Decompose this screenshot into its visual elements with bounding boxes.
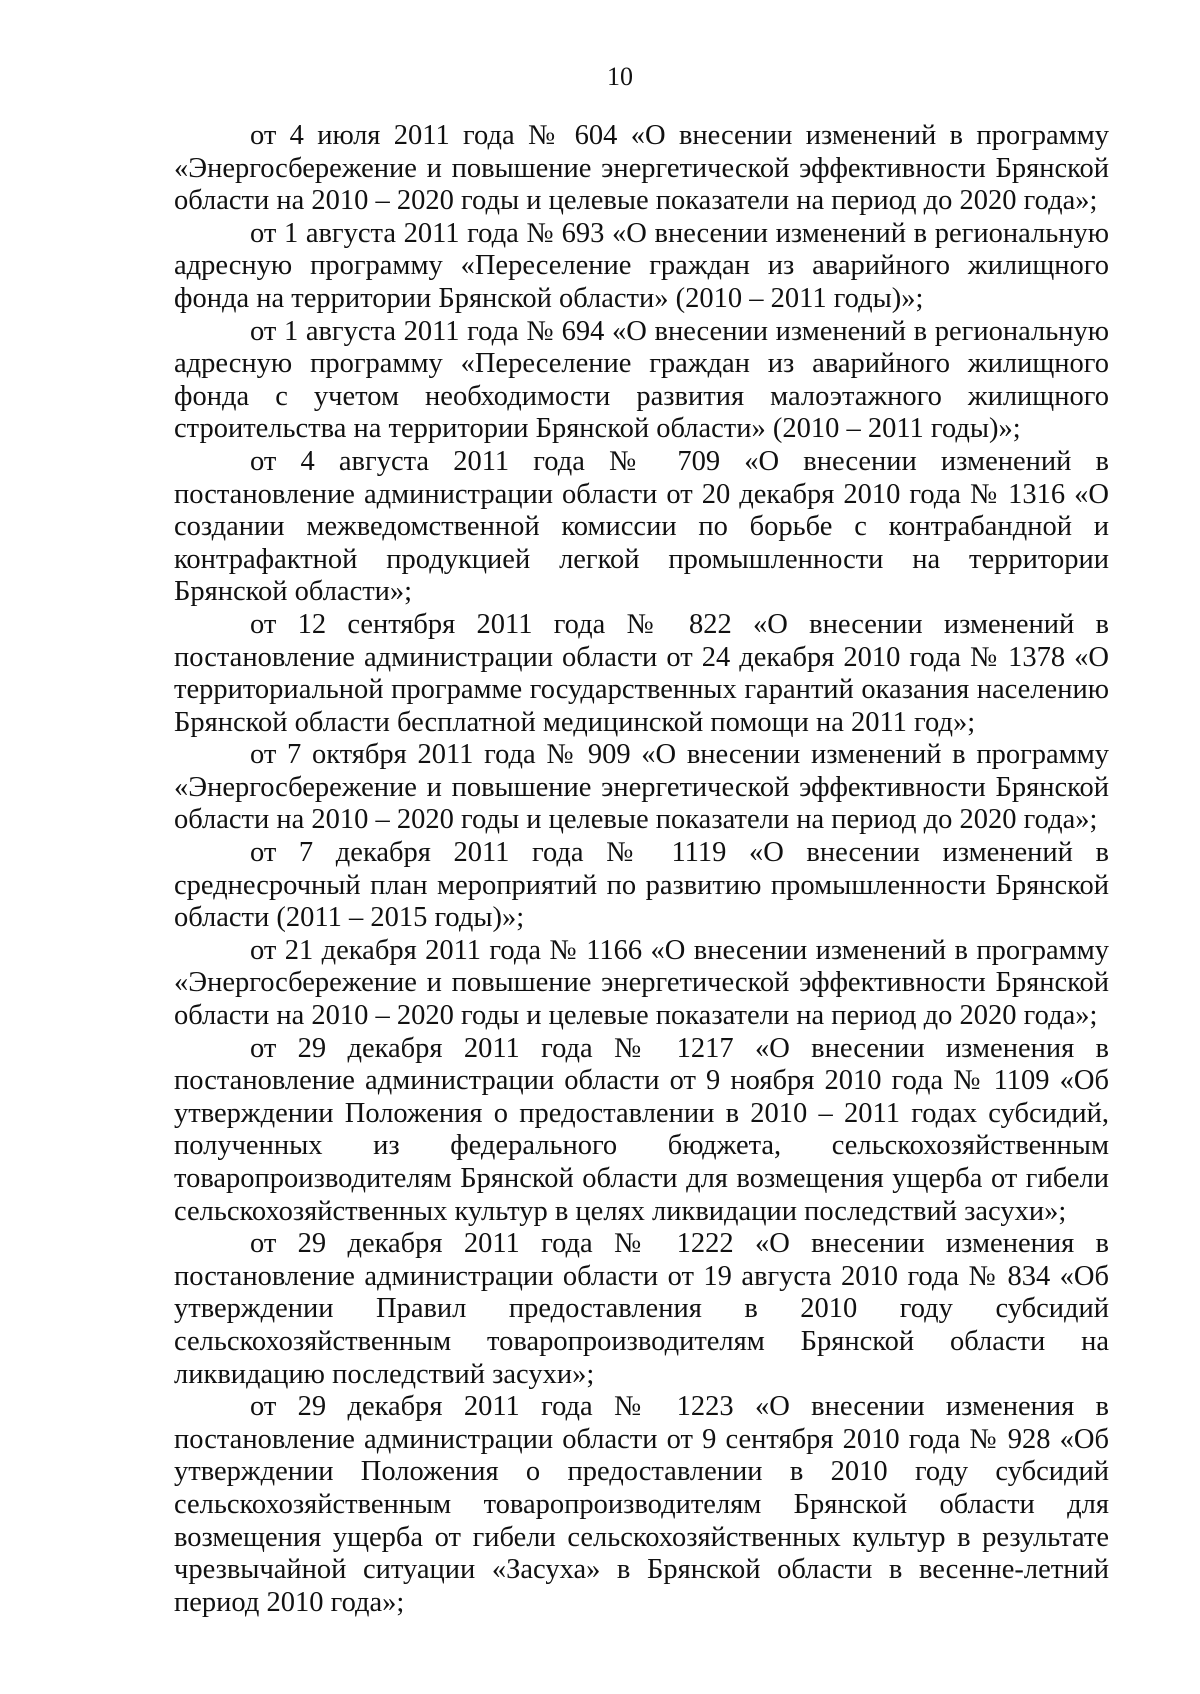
paragraph-decree-694: от 1 августа 2011 года № 694 «О внесении изменений в региональную адресную программу «Переселение граждан из аварийного жилищного фонда с учетом необходимости развития малоэтажного жилищного строительства на территории Брянской области» (2010 – 2011 годы)»; xyxy=(174,315,1109,445)
paragraph-decree-709: от 4 августа 2011 года № 709 «О внесении изменений в постановление администрации области от 20 декабря 2010 года № 1316 «О создании межведомственной комиссии по борьбе с контрабандной и контрафактной продукцией легкой промышленности на территории Брянской области»; xyxy=(174,445,1109,608)
document-body xyxy=(174,120,1109,1619)
paragraph-decree-822: от 12 сентября 2011 года № 822 «О внесении изменений в постановление администрации области от 24 декабря 2010 года № 1378 «О территориальной программе государственных гарантий оказания населению Брянской области бесплатной медицинской помощи на 2011 год»; xyxy=(174,608,1109,738)
paragraph-decree-1223: от 29 декабря 2011 года № 1223 «О внесении изменения в постановление администрации области от 9 сентября 2010 года № 928 «Об утверждении Положения о предоставлении в 2010 году субсидий сельскохозяйственным товаропроизводителям Брянской области для возмещения ущерба от гибели сельскохозяйственных культур в результате чрезвычайной ситуации «Засуха» в Брянской области в весенне-летний период 2010 года»; xyxy=(174,1391,1109,1618)
paragraph-decree-693: от 1 августа 2011 года № 693 «О внесении изменений в региональную адресную программу «Переселение граждан из аварийного жилищного фонда на территории Брянской области» (2010 – 2011 годы)»; xyxy=(174,217,1109,314)
paragraph-decree-1217: от 29 декабря 2011 года № 1217 «О внесении изменения в постановление администрации области от 9 ноября 2010 года № 1109 «Об утверждении Положения о предоставлении в 2010 – 2011 годах субсидий, полученных из федерального бюджета, сельскохозяйственным товаропроизводителям Брянской области для возмещения ущерба от гибели сельскохозяйственных культур в целях ликвидации последствий засухи»; xyxy=(174,1032,1109,1227)
paragraph-decree-1222: от 29 декабря 2011 года № 1222 «О внесении изменения в постановление администрации области от 19 августа 2010 года № 834 «Об утверждении Правил предоставления в 2010 году субсидий сельскохозяйственным товаропроизводителям Брянской области на ликвидацию последствий засухи»; xyxy=(174,1228,1109,1390)
paragraph-decree-1166: от 21 декабря 2011 года № 1166 «О внесении изменений в программу «Энергосбережение и повышение энергетической эффективности Брянской области на 2010 – 2020 годы и целевые показатели на период до 2020 года»; xyxy=(174,934,1109,1032)
paragraph-decree-1119: от 7 декабря 2011 года № 1119 «О внесении изменений в среднесрочный план мероприятий по развитию промышленности Брянской области (2011 – 2015 годы)»; xyxy=(174,837,1109,934)
paragraph-decree-604: от 4 июля 2011 года № 604 «О внесении изменений в программу «Энергосбережение и повышение энергетической эффективности Брянской области на 2010 – 2020 годы и целевые показатели на период до 2020 года»; xyxy=(174,120,1109,217)
page-number: 10 xyxy=(607,62,633,91)
paragraph-decree-909: от 7 октября 2011 года № 909 «О внесении изменений в программу «Энергосбережение и повышение энергетической эффективности Брянской области на 2010 – 2020 годы и целевые показатели на период до 2020 года»; xyxy=(174,739,1109,836)
